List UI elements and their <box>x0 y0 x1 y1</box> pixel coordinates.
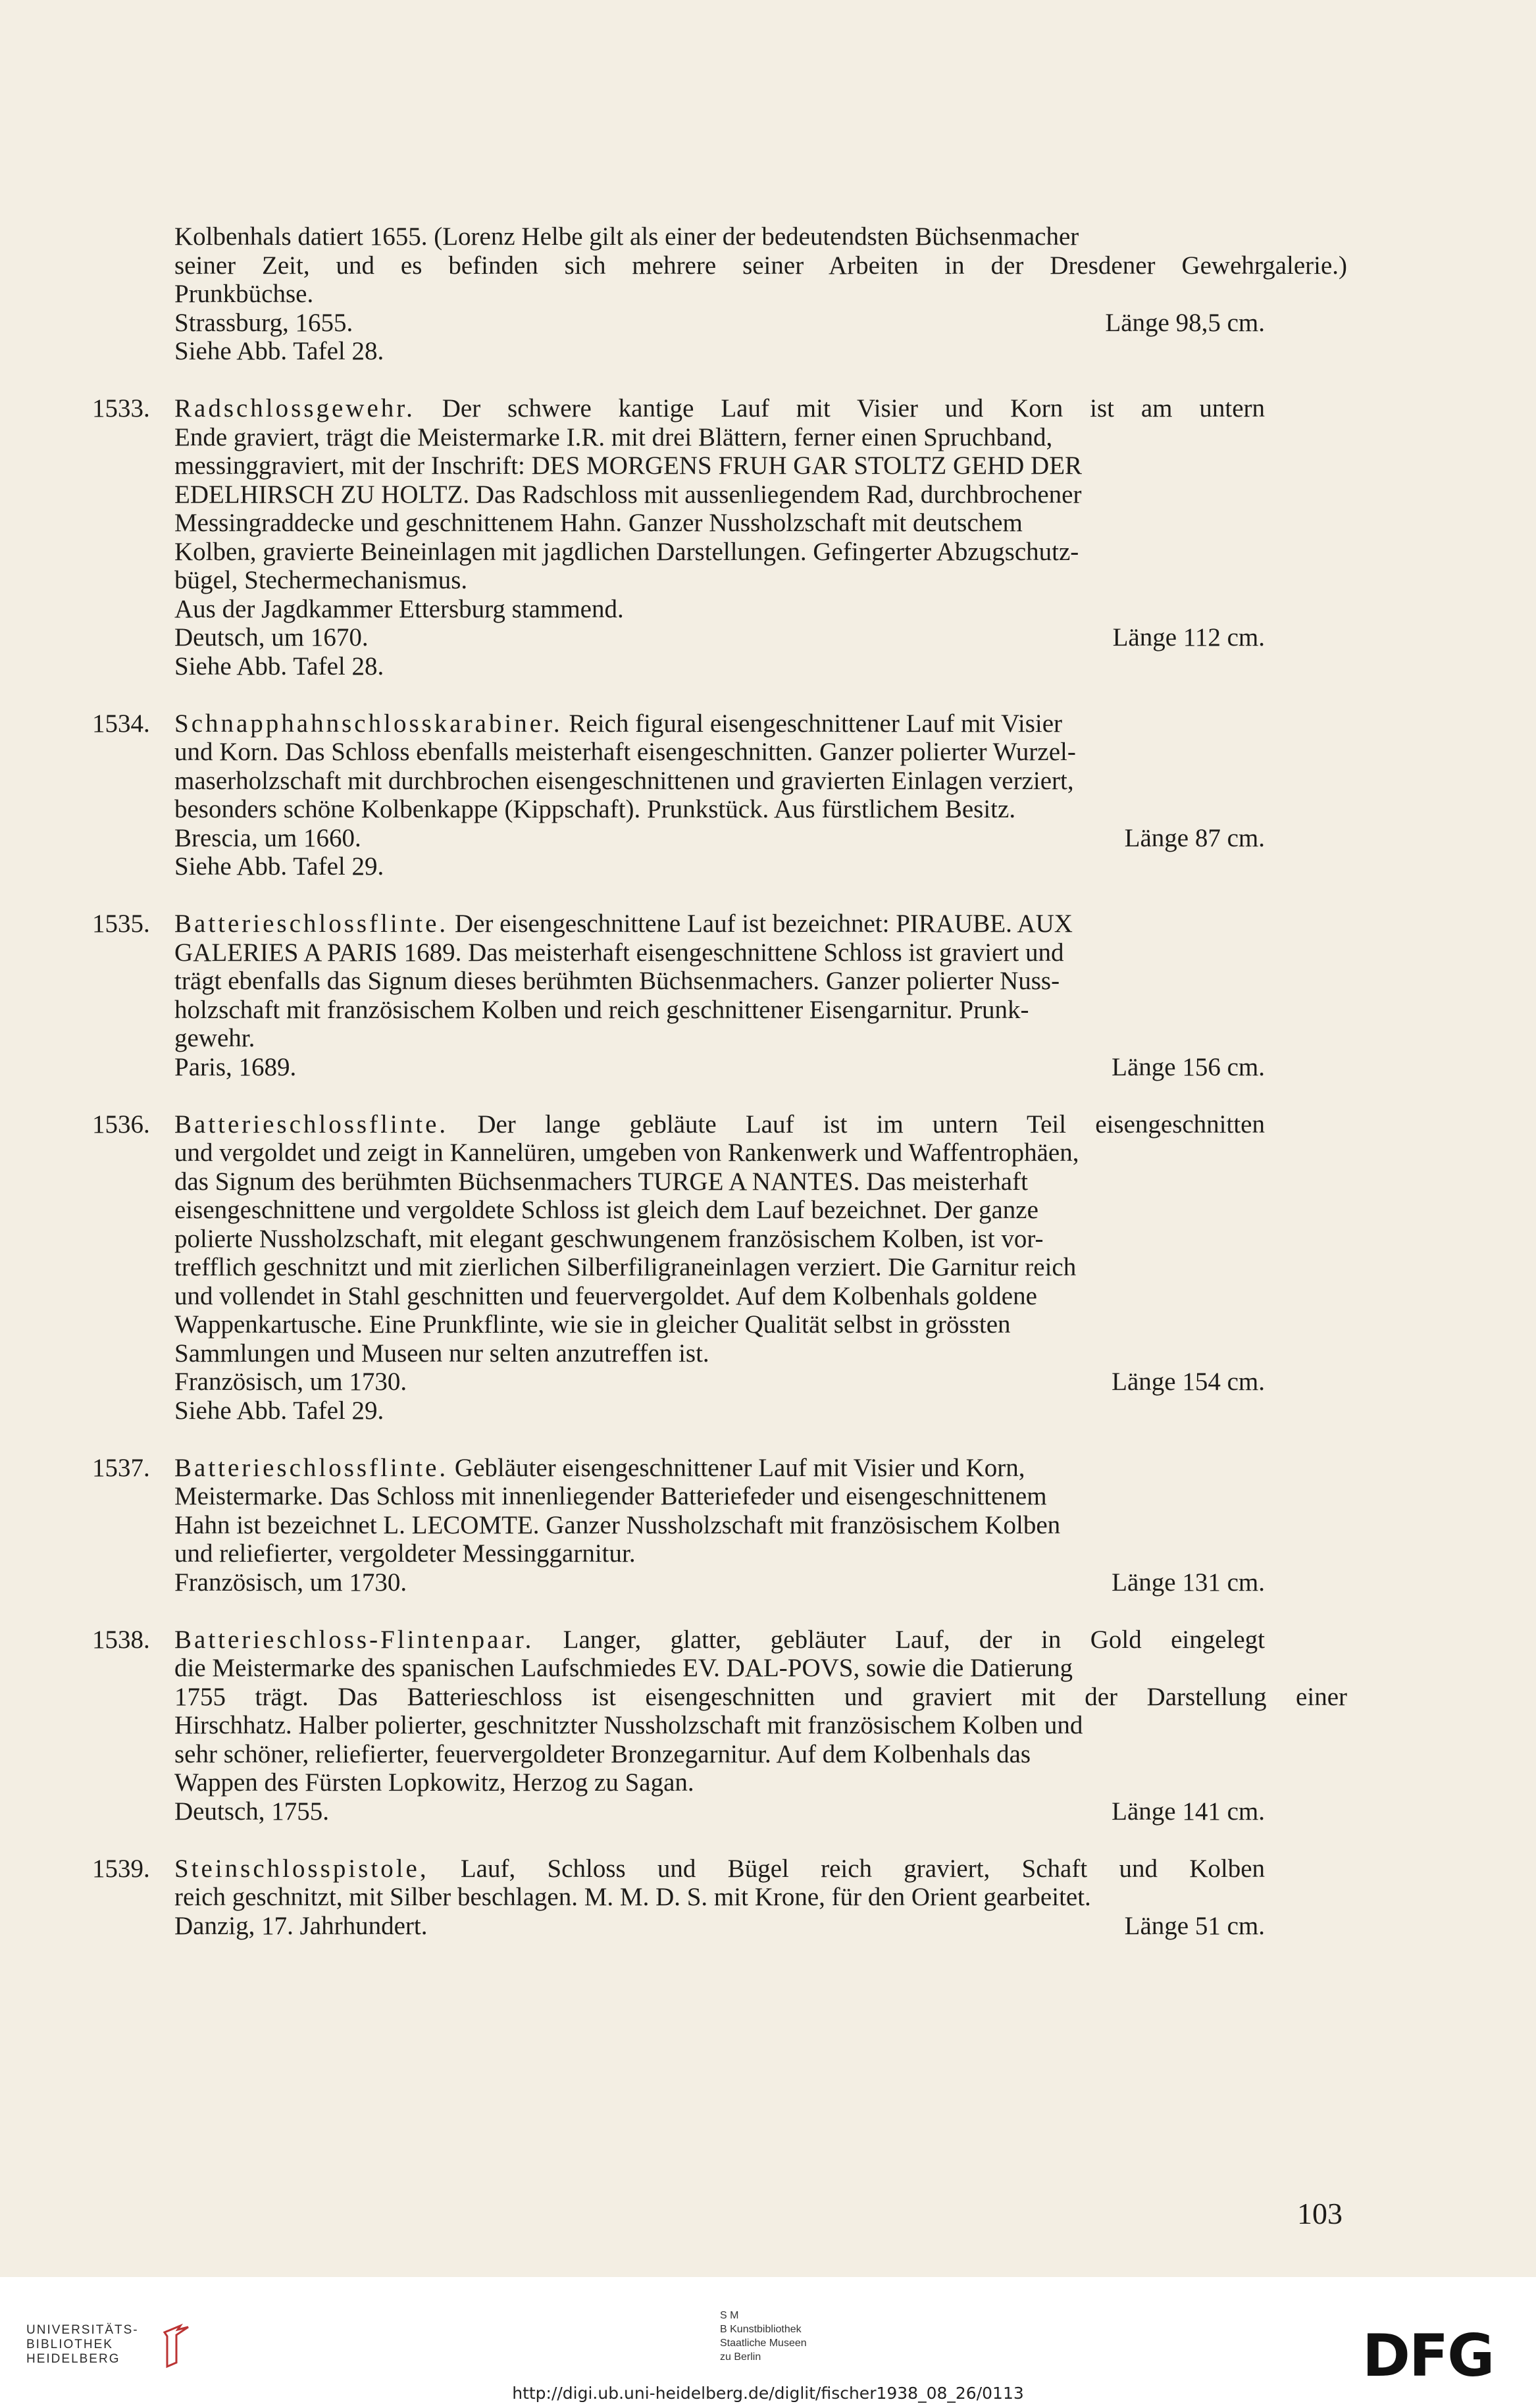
text-line: holzschaft mit französischem Kolben und reich geschnittener Eisengarnitur. Prunk- <box>174 995 1029 1024</box>
origin-row <box>92 623 1265 652</box>
sm-line: B Kunstbibliothek <box>720 2324 802 2335</box>
text-line: und vergoldet und zeigt in Kannelüren, umgeben von Rankenwerk und Waffentrophäen, <box>174 1139 1079 1167</box>
dfg-logo[interactable]: DFG <box>1362 2322 1494 2390</box>
entry-first-line <box>92 1855 1265 1883</box>
text-line: maserholzschaft mit durchbrochen eisengeschnittenen und gravierten Einlagen verziert, <box>174 766 1074 795</box>
entry-first-line <box>92 909 1265 938</box>
text-line: GALERIES A PARIS 1689. Das meisterhaft eisengeschnittene Schloss ist graviert und <box>174 938 1064 967</box>
intro-entry <box>92 222 1347 366</box>
catalog-entry <box>92 1625 1347 1826</box>
text-line: messinggraviert, mit der Inschrift: DES MORGENS FRUH GAR STOLTZ GEHD DER <box>174 451 1083 480</box>
text-line: seiner Zeit, und es befinden sich mehrere seiner Arbeiten in der Dresdener Gewehrgalerie.) <box>174 251 1347 280</box>
entry-number: 1533. <box>92 394 150 423</box>
origin-text: Französisch, um 1730. <box>174 1568 407 1597</box>
length-text: Länge 112 cm. <box>1112 623 1265 652</box>
origin-text: Französisch, um 1730. <box>174 1368 407 1396</box>
origin-row <box>92 824 1265 853</box>
entry-number: 1534. <box>92 709 150 738</box>
entry-text: Der eisengeschnittene Lauf ist bezeichnet: PIRAUBE. AUX <box>454 909 1073 938</box>
entry-gap <box>92 881 1265 910</box>
text-line: Hahn ist bezeichnet L. LECOMTE. Ganzer Nussholzschaft mit französischem Kolben <box>174 1510 1061 1539</box>
page-number: 103 <box>1297 2197 1343 2230</box>
text-line: Wappenkartusche. Eine Prunkflinte, wie sie in gleicher Qualität selbst in grössten <box>174 1310 1011 1339</box>
catalog-entry <box>92 1110 1265 1425</box>
text-line: 1755 trägt. Das Batterieschloss ist eisengeschnitten und graviert mit der Darstellung einer <box>174 1682 1347 1711</box>
text-line: Messingraddecke und geschnittenem Hahn. Ganzer Nussholzschaft mit deutschem <box>174 509 1023 537</box>
catalog-entry <box>92 909 1265 1081</box>
entry-title: Radschlossgewehr. <box>174 394 415 423</box>
plate-reference: Siehe Abb. Tafel 28. <box>174 337 384 365</box>
text-line: sehr schöner, reliefierter, feuervergoldeter Bronzegarnitur. Auf dem Kolbenhals das <box>174 1739 1031 1768</box>
text-line: Kolben, gravierte Beineinlagen mit jagdlichen Darstellungen. Gefingerter Abzugschutz- <box>174 537 1079 566</box>
length-text: Länge 98,5 cm. <box>1105 308 1265 337</box>
plate-reference: Siehe Abb. Tafel 28. <box>174 652 384 680</box>
origin-row <box>92 1053 1265 1082</box>
entry-text: Gebläuter eisengeschnittener Lauf mit Visier und Korn, <box>454 1453 1025 1482</box>
plate-reference: Siehe Abb. Tafel 29. <box>174 852 384 881</box>
text-line: eisengeschnittene und vergoldete Schloss ist gleich dem Lauf bezeichnet. Der ganze <box>174 1196 1038 1224</box>
length-text: Länge 87 cm. <box>1124 823 1265 852</box>
text-line: und Korn. Das Schloss ebenfalls meisterhaft eisengeschnitten. Ganzer polierter Wurzel- <box>174 738 1076 766</box>
entry-list <box>92 366 1347 1941</box>
entry-gap <box>92 1081 1265 1110</box>
entry-text: Langer, glatter, gebläuter Lauf, der in Gold eingelegt <box>563 1625 1265 1654</box>
entry-text: Der lange gebläute Lauf ist im untern Teil eisengeschnitten <box>477 1110 1265 1139</box>
length-text: Länge 156 cm. <box>1112 1052 1265 1081</box>
entry-title: Batterieschlossflinte. <box>174 1110 449 1139</box>
text-line: Prunkbüchse. <box>174 280 314 308</box>
length-text: Länge 51 cm. <box>1124 1911 1265 1940</box>
ub-heidelberg-label[interactable] <box>26 2323 139 2367</box>
text-line: Ende graviert, trägt die Meistermarke I.R. mit drei Blättern, ferner einen Spruchband, <box>174 423 1053 451</box>
entry-title: Schnapphahnschlosskarabiner. <box>174 709 563 738</box>
origin-row <box>92 1797 1265 1826</box>
text-line: trägt ebenfalls das Signum dieses berühmten Büchsenmachers. Ganzer polierter Nuss- <box>174 967 1060 995</box>
text-line: Aus der Jagdkammer Ettersburg stammend. <box>174 594 624 623</box>
entry-gap <box>92 366 1265 395</box>
entry-gap <box>92 1826 1265 1855</box>
entry-title: Batterieschlossflinte. <box>174 909 449 938</box>
entry-number: 1535. <box>92 909 150 938</box>
origin-row <box>92 1912 1265 1941</box>
ub-line: UNIVERSITÄTS- <box>26 2323 139 2337</box>
text-line: und reliefierter, vergoldeter Messinggarnitur. <box>174 1539 636 1568</box>
catalog-entry <box>92 1454 1265 1597</box>
text-line: und vollendet in Stahl geschnitten und feuervergoldet. Auf dem Kolbenhals goldene <box>174 1281 1037 1310</box>
entry-title: Steinschlosspistole, <box>174 1854 429 1883</box>
entry-title: Batterieschlossflinte. <box>174 1453 449 1482</box>
sm-line: S M <box>720 2310 739 2321</box>
origin-text: Deutsch, 1755. <box>174 1797 330 1826</box>
text-line: besonders schöne Kolbenkappe (Kippschaft). Prunkstück. Aus fürstlichem Besitz. <box>174 795 1016 823</box>
text-line: Wappen des Fürsten Lopkowitz, Herzog zu Sagan. <box>174 1768 694 1797</box>
sm-line: Staatliche Museen <box>720 2338 807 2349</box>
entry-first-line <box>92 1454 1265 1483</box>
text-line: bügel, Stechermechanismus. <box>174 566 468 594</box>
text-line: trefflich geschnitzt und mit zierlichen Silberfiligraneinlagen verziert. Die Garnitur reich <box>174 1253 1077 1281</box>
origin-text: Danzig, 17. Jahrhundert. <box>174 1911 428 1940</box>
ub-line: BIBLIOTHEK <box>26 2338 113 2351</box>
text-line: Meistermarke. Das Schloss mit innenliegender Batteriefeder und eisengeschnittenem <box>174 1482 1047 1510</box>
entry-first-line <box>92 394 1265 423</box>
origin-text: Brescia, um 1660. <box>174 823 361 852</box>
origin-row <box>92 309 1265 338</box>
entry-gap <box>92 1425 1265 1454</box>
entry-text: Reich figural eisengeschnittener Lauf mit Visier <box>569 709 1062 738</box>
entry-gap <box>92 680 1265 709</box>
sm-line: zu Berlin <box>720 2351 761 2363</box>
origin-text: Strassburg, 1655. <box>174 308 353 337</box>
entry-text: Der schwere kantige Lauf mit Visier und Korn ist am untern <box>442 394 1265 423</box>
text-line: Hirschhatz. Halber polierter, geschnitzter Nussholzschaft mit französischem Kolben und <box>174 1711 1083 1739</box>
origin-text: Deutsch, um 1670. <box>174 623 369 652</box>
entry-title: Batterieschloss-Flintenpaar. <box>174 1625 534 1654</box>
text-line: reich geschnitzt, mit Silber beschlagen. M. M. D. S. mit Krone, für den Orient gearbeitet. <box>174 1883 1091 1911</box>
plate-reference: Siehe Abb. Tafel 29. <box>174 1396 384 1425</box>
length-text: Länge 154 cm. <box>1112 1368 1265 1396</box>
entry-number: 1537. <box>92 1453 150 1482</box>
entry-text: Lauf, Schloss und Bügel reich graviert, Schaft und Kolben <box>460 1854 1266 1883</box>
entry-number: 1538. <box>92 1625 150 1654</box>
sm-kunstbibliothek-logo[interactable] <box>720 2309 807 2364</box>
ub-line: HEIDELBERG <box>26 2352 120 2366</box>
length-text: Länge 141 cm. <box>1112 1797 1265 1826</box>
text-line: EDELHIRSCH ZU HOLTZ. Das Radschloss mit aussenliegendem Rad, durchbrochener <box>174 480 1082 509</box>
permalink-url[interactable]: http://digi.ub.uni-heidelberg.de/diglit/fischer1938_08_26/0113 <box>512 2384 1024 2403</box>
text-line: Kolbenhals datiert 1655. (Lorenz Helbe gilt als einer der bedeutendsten Büchsenmacher <box>174 222 1079 251</box>
text-line: polierte Nussholzschaft, mit elegant geschwungenem französischem Kolben, ist vor- <box>174 1224 1044 1253</box>
text-line: gewehr. <box>174 1024 255 1052</box>
entry-first-line <box>92 1626 1265 1654</box>
entry-first-line <box>92 709 1265 738</box>
catalog-entry <box>92 394 1265 680</box>
catalog-text <box>92 222 1347 2230</box>
length-text: Länge 131 cm. <box>1112 1568 1265 1597</box>
text-line: die Meistermarke des spanischen Laufschmiedes EV. DAL-POVS, sowie die Datierung <box>174 1654 1073 1682</box>
catalog-entry <box>92 1855 1265 1941</box>
entry-gap <box>92 1597 1265 1626</box>
entry-number: 1536. <box>92 1110 150 1139</box>
catalog-entry <box>92 709 1265 881</box>
entry-number: 1539. <box>92 1854 150 1883</box>
text-line: Sammlungen und Museen nur selten anzutreffen ist. <box>174 1339 709 1368</box>
text-line: das Signum des berühmten Büchsenmachers TURGE A NANTES. Das meisterhaft <box>174 1167 1028 1196</box>
entry-first-line <box>92 1110 1265 1139</box>
origin-row <box>92 1368 1265 1396</box>
origin-row <box>92 1568 1265 1597</box>
origin-text: Paris, 1689. <box>174 1052 297 1081</box>
